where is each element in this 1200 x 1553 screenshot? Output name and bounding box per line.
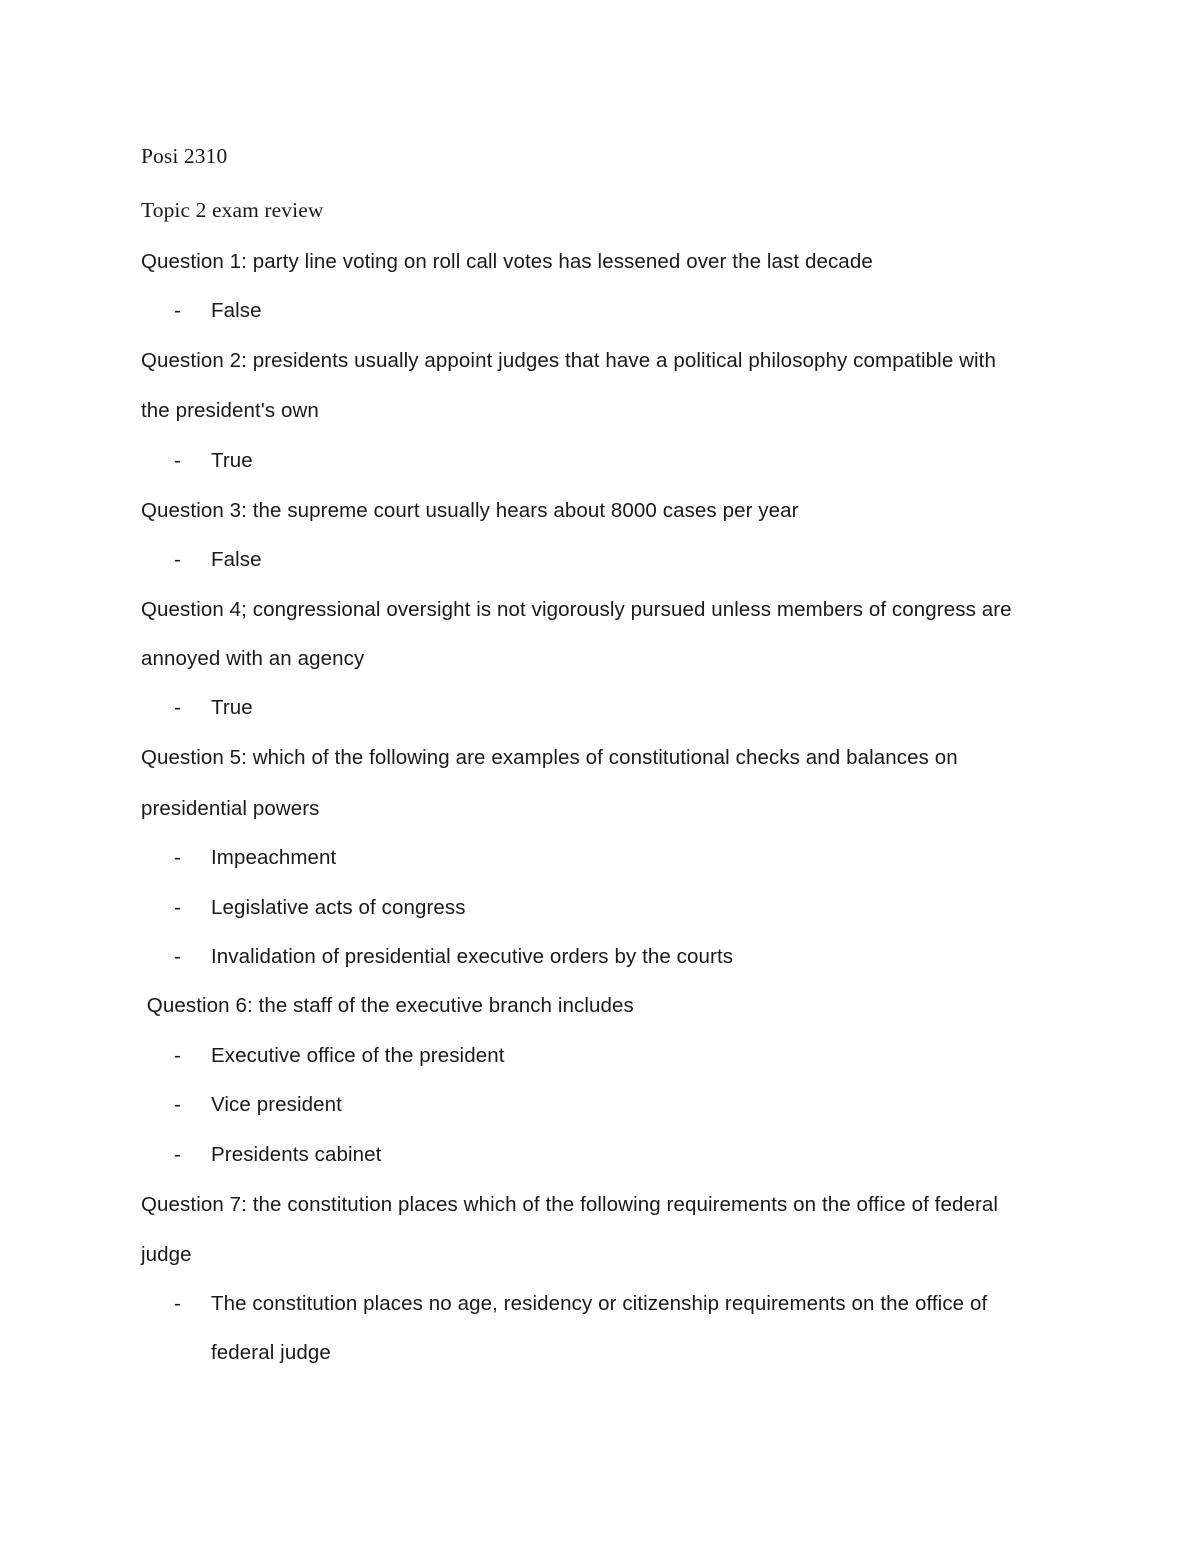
answer-text: True xyxy=(211,696,253,719)
answer-text: Legislative acts of congress xyxy=(211,896,466,919)
answer-text: Impeachment xyxy=(211,846,337,869)
bullet-dash: - xyxy=(174,1292,181,1315)
answer-text: The constitution places no age, residency or citizenship requirements on the office of xyxy=(211,1292,988,1315)
course-title: Posi 2310 xyxy=(141,144,228,168)
answer-text: Presidents cabinet xyxy=(211,1143,382,1166)
bullet-dash: - xyxy=(174,1044,181,1067)
bullet-dash: - xyxy=(174,846,181,869)
answer-text: Invalidation of presidential executive orders by the courts xyxy=(211,945,734,968)
question-1-text: Question 1: party line voting on roll call votes has lessened over the last decade xyxy=(141,250,873,273)
question-2-text: Question 2: presidents usually appoint judges that have a political philosophy compatible with xyxy=(141,349,996,372)
answer-text: False xyxy=(211,299,262,322)
bullet-dash: - xyxy=(174,548,181,571)
answer-text: Executive office of the president xyxy=(211,1044,505,1067)
question-7-text-cont: judge xyxy=(141,1243,192,1266)
question-5-text-cont: presidential powers xyxy=(141,797,320,820)
bullet-dash: - xyxy=(174,449,181,472)
answer-text-cont: federal judge xyxy=(211,1341,331,1364)
question-3-text: Question 3: the supreme court usually hears about 8000 cases per year xyxy=(141,499,799,522)
question-7-text: Question 7: the constitution places which of the following requirements on the office of federal xyxy=(141,1193,999,1216)
question-5-text: Question 5: which of the following are examples of constitutional checks and balances on xyxy=(141,746,958,769)
question-6-text: Question 6: the staff of the executive branch includes xyxy=(141,994,634,1017)
bullet-dash: - xyxy=(174,1143,181,1166)
bullet-dash: - xyxy=(174,299,181,322)
bullet-dash: - xyxy=(174,696,181,719)
answer-text: True xyxy=(211,449,253,472)
answer-text: False xyxy=(211,548,262,571)
question-4-text-cont: annoyed with an agency xyxy=(141,647,365,670)
document-subtitle: Topic 2 exam review xyxy=(141,198,324,222)
question-4-text: Question 4; congressional oversight is not vigorously pursued unless members of congress are xyxy=(141,598,1012,621)
bullet-dash: - xyxy=(174,1093,181,1116)
bullet-dash: - xyxy=(174,945,181,968)
question-2-text-cont: the president's own xyxy=(141,399,319,422)
answer-text: Vice president xyxy=(211,1093,342,1116)
bullet-dash: - xyxy=(174,896,181,919)
